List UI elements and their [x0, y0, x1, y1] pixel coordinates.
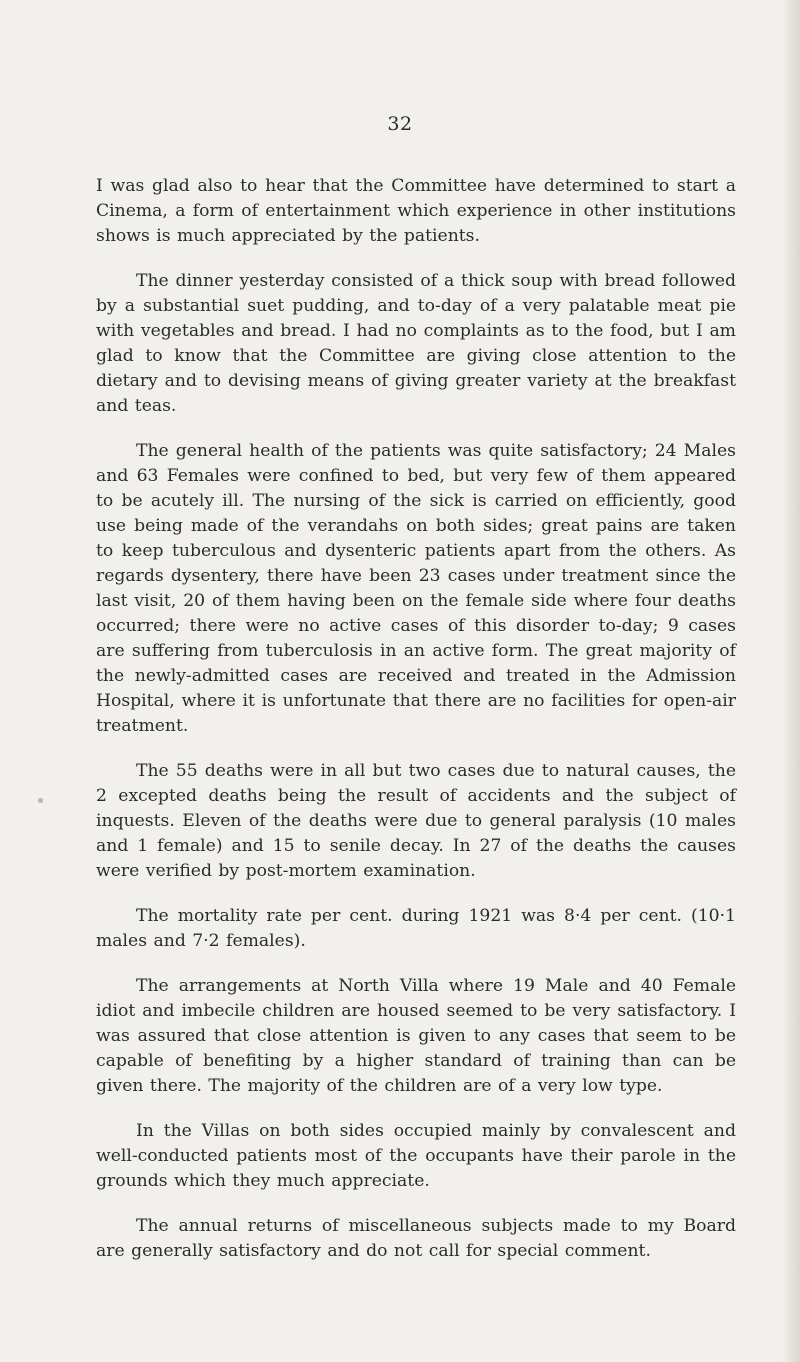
paragraph-villas: In the Villas on both sides occupied mainly by convalescent and well-conducted patients most of the occupants have their parole in the grounds which they much appreciate.	[96, 1121, 736, 1191]
paragraph-annual-returns: The annual returns of miscellaneous subjects made to my Board are generally satisfactory and do not call for special comment.	[96, 1216, 736, 1261]
report-body	[96, 174, 736, 1284]
paragraph-general-health: The general health of the patients was quite satisfactory; 24 Males and 63 Females were confined to bed, but very few of them appeared to be acutely ill. The nursing of the sick is carried on efficiently, good use being made of the verandahs on both sides; great pains are taken to keep tuberculous and dysenteric patients apart from the others. As regards dysentery, there have been 23 cases under treatment since the last visit, 20 of them having been on the female side where four deaths occurred; there were no active cases of this disorder to-day; 9 cases are suffering from tuberculosis in an active form. The great majority of the newly-admitted cases are received and treated in the Admission Hospital, where it is unfortunate that there are no facilities for open-air treatment.	[96, 441, 736, 736]
page-edge-shadow	[782, 0, 800, 1362]
paragraph-deaths: The 55 deaths were in all but two cases due to natural causes, the 2 excepted deaths being the result of accidents and the subject of inquests. Eleven of the deaths were due to general paralysis (10 males and 1 female) and 15 to senile decay. In 27 of the deaths the causes were verified by post-mortem examination.	[96, 761, 736, 881]
scan-speck	[38, 798, 43, 803]
paragraph-north-villa: The arrangements at North Villa where 19 Male and 40 Female idiot and imbecile children are housed seemed to be very satisfactory. I was assured that close attention is given to any cases that seem to be capable of benefiting by a higher standard of training than can be given there. The majority of the children are of a very low type.	[96, 976, 736, 1096]
paragraph-cinema: I was glad also to hear that the Committee have determined to start a Cinema, a form of entertainment which experience in other institutions shows is much appreciated by the patients.	[96, 176, 736, 246]
paragraph-dinner: The dinner yesterday consisted of a thick soup with bread followed by a substantial suet pudding, and to-day of a very palatable meat pie with vegetables and bread. I had no complaints as to the food, but I am glad to know that the Committee are giving close attention to the dietary and to devising means of giving greater variety at the breakfast and teas.	[96, 271, 736, 416]
paragraph-mortality-rate: The mortality rate per cent. during 1921 was 8·4 per cent. (10·1 males and 7·2 females).	[96, 906, 736, 951]
page-number: 32	[387, 113, 413, 135]
